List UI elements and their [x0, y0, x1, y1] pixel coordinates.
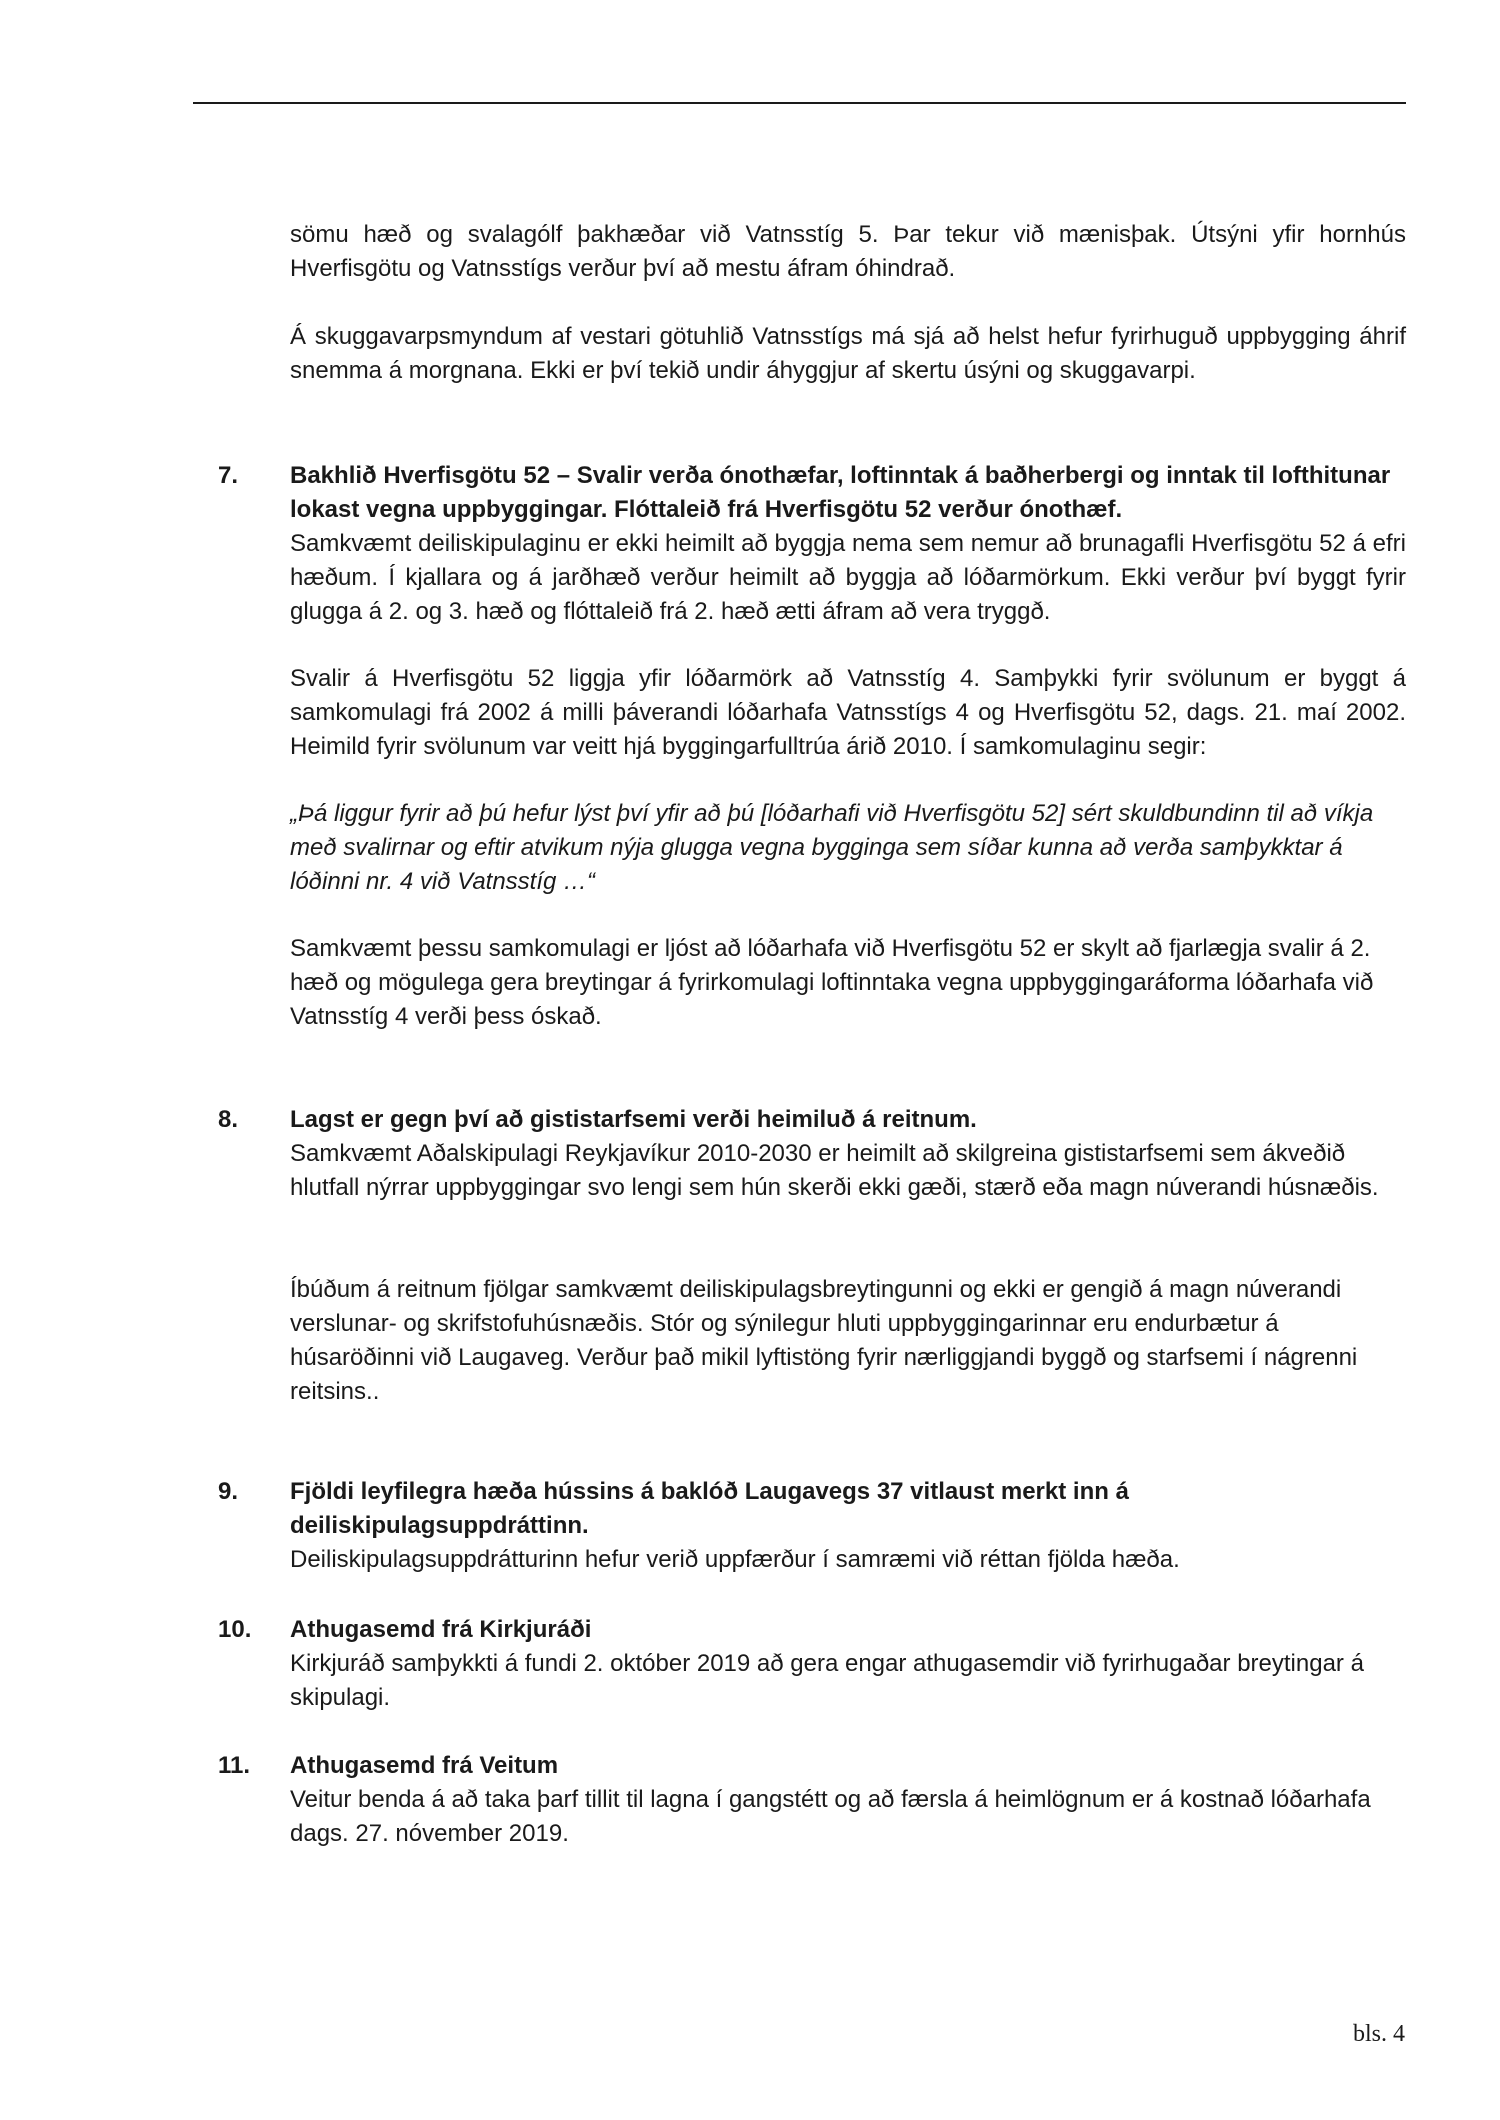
item-title: Fjöldi leyfilegra hæða hússins á baklóð Laugavegs 37 vitlaust merkt inn á deiliskipulagsuppdráttinn. — [290, 1478, 1129, 1539]
item-number: 7. — [218, 462, 239, 489]
item-paragraph: Veitur benda á að taka þarf tillit til lagna í gangstétt og að færsla á heimlögnum er á kostnað lóðarhafa dags. 27. nóvember 2019. — [290, 1786, 1371, 1847]
item-number: 9. — [218, 1478, 239, 1505]
item-paragraph: Svalir á Hverfisgötu 52 liggja yfir lóðarmörk að Vatnsstíg 4. Samþykki fyrir svölunum er byggt á samkomulagi frá 2002 á milli þáverandi lóðarhafa Vatnsstígs 4 og Hverfisgötu 52, dags. 21. maí 2002. Heimild fyrir svölunum var veitt hjá byggingarfulltrúa árið 2010. Í samkomulaginu segir: — [290, 665, 1406, 760]
item-paragraph: Samkvæmt deiliskipulaginu er ekki heimilt að byggja nema sem nemur að brunagafli Hverfisgötu 52 á efri hæðum. Í kjallara og á jarðhæð verður heimilt að byggja að lóðarmörkum. Ekki verður því byggt fyrir glugga á 2. og 3. hæð og flóttaleið frá 2. hæð ætti áfram að vera tryggð. — [290, 530, 1406, 625]
item-paragraph: Íbúðum á reitnum fjölgar samkvæmt deiliskipulagsbreytingunni og ekki er gengið á magn núverandi verslunar- og skrifstofuhúsnæðis. Stór og sýnilegur hluti uppbyggingarinnar eru endurbætur á húsaröðinni við Laugaveg. Verður það mikil lyftistöng fyrir nærliggjandi byggð og starfsemi í nágrenni reitsins.. — [290, 1276, 1358, 1405]
item-title: Lagst er gegn því að gististarfsemi verði heimiluð á reitnum. — [290, 1106, 977, 1133]
item-number: 11. — [218, 1752, 251, 1779]
item-paragraph: Samkvæmt þessu samkomulagi er ljóst að lóðarhafa við Hverfisgötu 52 er skylt að fjarlægja svalir á 2. hæð og mögulega gera breytingar á fyrirkomulagi loftinntaka vegna uppbyggingaráforma lóðarhafa við Vatnsstíg 4 verði þess óskað. — [290, 935, 1374, 1030]
intro-paragraph-2: Á skuggavarpsmyndum af vestari götuhlið Vatnsstígs má sjá að helst hefur fyrirhuguð uppbygging áhrif snemma á morgnana. Ekki er því tekið undir áhyggjur af skertu úsýni og skuggavarpi. — [290, 323, 1406, 384]
item-quote: „Þá liggur fyrir að þú hefur lýst því yfir að þú [lóðarhafi við Hverfisgötu 52] sért skuldbundinn til að víkja með svalirnar og eftir atvikum nýja glugga vegna bygginga sem síðar kunna að verða samþykktar á lóðinni nr. 4 við Vatnsstíg …“ — [290, 800, 1374, 895]
item-number: 10. — [218, 1616, 252, 1643]
item-paragraph: Kirkjuráð samþykkti á fundi 2. október 2019 að gera engar athugasemdir við fyrirhugaðar breytingar á skipulagi. — [290, 1650, 1364, 1711]
item-title: Athugasemd frá Kirkjuráði — [290, 1616, 592, 1643]
item-number: 8. — [218, 1106, 239, 1133]
item-title: Bakhlið Hverfisgötu 52 – Svalir verða ónothæfar, loftinntak á baðherbergi og inntak til lofthitunar lokast vegna uppbyggingar. Flóttaleið frá Hverfisgötu 52 verður ónothæf. — [290, 462, 1391, 523]
item-paragraph: Deiliskipulagsuppdrátturinn hefur verið uppfærður í samræmi við réttan fjölda hæða. — [290, 1546, 1180, 1573]
page-number: bls. 4 — [1352, 2021, 1405, 2047]
item-title: Athugasemd frá Veitum — [290, 1752, 559, 1779]
intro-paragraph-1: sömu hæð og svalagólf þakhæðar við Vatnsstíg 5. Þar tekur við mænisþak. Útsýni yfir hornhús Hverfisgötu og Vatnsstígs verður því að mestu áfram óhindrað. — [290, 221, 1406, 282]
header-rule — [193, 102, 1406, 104]
item-paragraph: Samkvæmt Aðalskipulagi Reykjavíkur 2010-2030 er heimilt að skilgreina gististarfsemi sem ákveðið hlutfall nýrrar uppbyggingar svo lengi sem hún skerði ekki gæði, stærð eða magn núverandi húsnæðis. — [290, 1140, 1379, 1201]
